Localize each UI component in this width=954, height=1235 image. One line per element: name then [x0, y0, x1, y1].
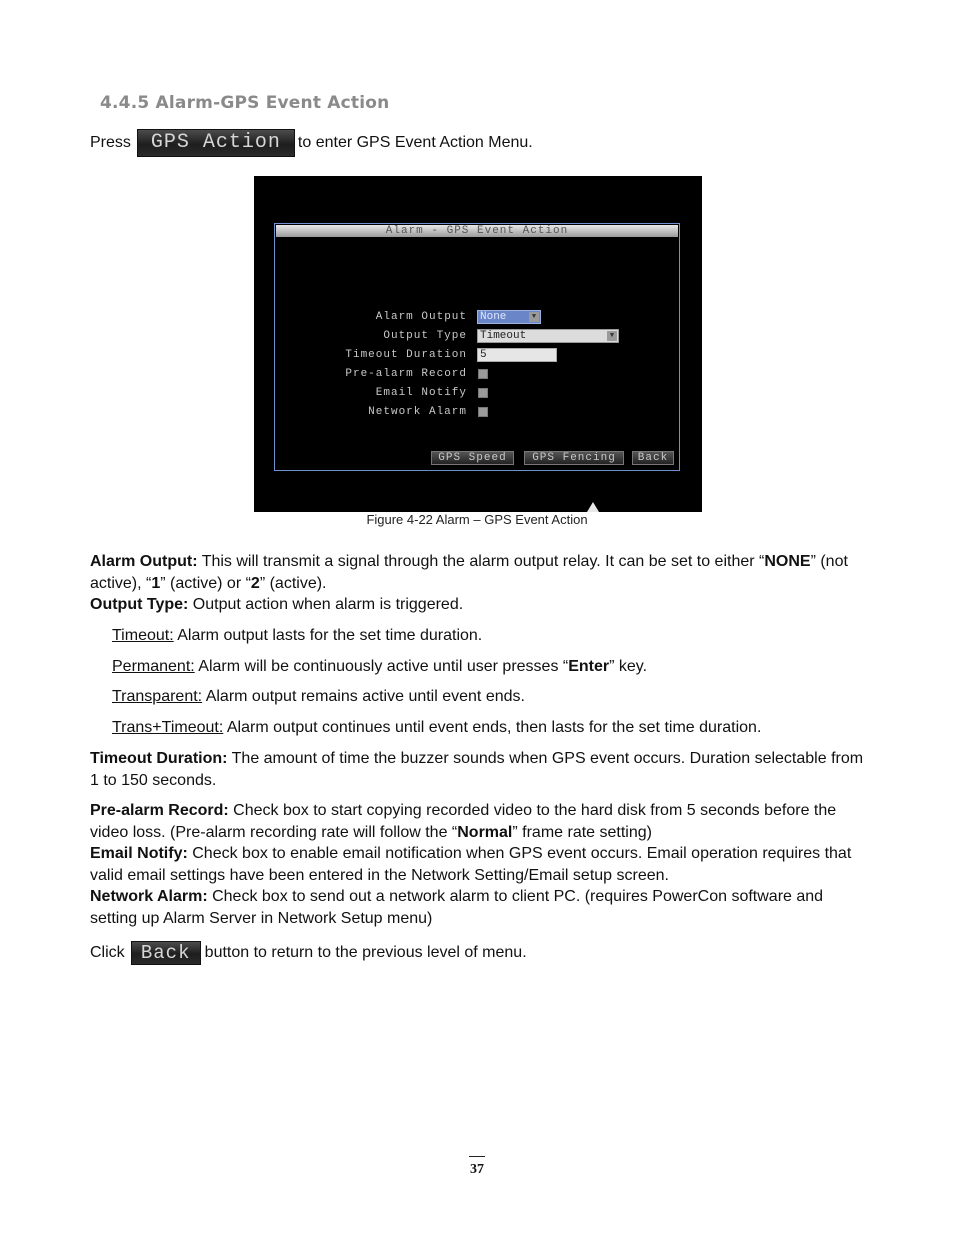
bold-value: Enter: [568, 658, 610, 675]
back-button[interactable]: Back: [632, 451, 674, 465]
term-trans-timeout: Trans+Timeout:: [112, 719, 224, 736]
para-timeout-duration: [90, 748, 870, 791]
outro-after-text: button to return to the previous level of menu.: [204, 944, 527, 961]
text: Alarm output remains active until event ends.: [202, 688, 525, 705]
text: Alarm output continues until event ends, then lasts for the set time duration.: [223, 719, 762, 736]
dvr-row-alarm-output: [275, 309, 681, 325]
text: Output action when alarm is triggered.: [188, 596, 464, 613]
term-timeout: Timeout:: [112, 627, 174, 644]
term-alarm-output: Alarm Output:: [90, 553, 198, 570]
dvr-row-prealarm-record: [275, 366, 681, 382]
text: ” frame rate setting): [512, 823, 652, 841]
alarm-output-value: None: [480, 311, 507, 323]
dvr-label-network-alarm: Network Alarm: [368, 406, 467, 418]
bold-value: 2: [250, 574, 260, 592]
gps-speed-button[interactable]: GPS Speed: [431, 451, 514, 465]
dvr-label-email-notify: Email Notify: [375, 387, 467, 399]
dvr-label-timeout-duration: Timeout Duration: [345, 349, 467, 361]
text: ” (active).: [259, 574, 327, 592]
term-timeout-duration: Timeout Duration:: [90, 750, 228, 767]
term-permanent: Permanent:: [112, 658, 195, 675]
para-timeout: [112, 625, 872, 647]
gps-action-button-image: GPS Action: [137, 129, 295, 157]
chevron-down-icon: ▼: [607, 331, 617, 341]
section-heading: [100, 93, 389, 113]
para-permanent: [112, 656, 872, 678]
section-title: Alarm-GPS Event Action: [155, 93, 390, 113]
term-network-alarm: Network Alarm:: [90, 888, 208, 905]
email-notify-checkbox[interactable]: [478, 388, 488, 398]
text: Alarm will be continuously active until user presses “: [194, 658, 569, 675]
intro-press-text: Press: [90, 134, 131, 151]
para-transparent: [112, 686, 872, 708]
page-number-rule: [469, 1156, 485, 1157]
para-prealarm-record: [90, 800, 870, 843]
intro-after-text: to enter GPS Event Action Menu.: [297, 134, 533, 151]
text: The amount of time the buzzer sounds when GPS event occurs. Duration selectable from 1 to 150 seconds.: [90, 750, 864, 789]
dvr-menu-window: [274, 223, 680, 471]
text: Alarm output lasts for the set time duration.: [173, 627, 483, 644]
back-button-image: Back: [131, 941, 201, 965]
dvr-window-title: Alarm - GPS Event Action: [276, 225, 678, 237]
intro-line: [90, 124, 533, 162]
term-transparent: Transparent:: [112, 688, 203, 705]
alarm-output-select[interactable]: [477, 310, 541, 324]
dvr-label-output-type: Output Type: [383, 330, 467, 342]
text: ” key.: [609, 658, 648, 675]
text: Check box to enable email notification when GPS event occurs. Email operation requires that valid email settings have been entered in the Network Setting/Email setup screen.: [90, 845, 852, 884]
bold-value: 1: [151, 574, 161, 592]
para-network-alarm: [90, 886, 870, 929]
section-number: 4.4.5: [100, 93, 150, 113]
text: This will transmit a signal through the alarm output relay. It can be set to either “: [197, 553, 765, 570]
dvr-row-email-notify: [275, 385, 681, 401]
prealarm-record-checkbox[interactable]: [478, 369, 488, 379]
term-email-notify: Email Notify:: [90, 845, 188, 862]
bold-value: NONE: [764, 553, 811, 570]
text: ” (active) or “: [160, 574, 251, 592]
gps-fencing-button[interactable]: GPS Fencing: [524, 451, 624, 465]
network-alarm-checkbox[interactable]: [478, 407, 488, 417]
timeout-duration-input[interactable]: 5: [477, 348, 557, 362]
outro-line: [90, 936, 527, 970]
output-type-value: Timeout: [480, 330, 527, 342]
dvr-row-output-type: [275, 328, 681, 344]
bold-value: Normal: [457, 823, 513, 841]
term-output-type: Output Type:: [90, 596, 189, 613]
dvr-label-prealarm-record: Pre-alarm Record: [345, 368, 467, 380]
text: ” (not active), “: [90, 553, 848, 592]
text: Check box to start copying recorded video to the hard disk from 5 seconds before the video loss. (Pre-alarm recording rate will follow the “: [90, 802, 837, 841]
dvr-label-alarm-output: Alarm Output: [375, 311, 467, 323]
outro-click-text: Click: [90, 944, 125, 961]
chevron-down-icon: ▼: [529, 312, 539, 322]
page-number: 37: [470, 1162, 484, 1177]
dvr-row-timeout-duration: [275, 347, 681, 363]
para-output-type: [90, 594, 870, 616]
text: Check box to send out a network alarm to client PC. (requires PowerCon software and setting up Alarm Server in Network Setup menu): [90, 888, 824, 927]
mouse-cursor-icon: [587, 502, 599, 512]
para-email-notify: [90, 843, 870, 886]
para-trans-timeout: [112, 717, 872, 739]
dvr-screenshot: [254, 176, 702, 512]
para-alarm-output: [90, 551, 870, 594]
output-type-select[interactable]: [477, 329, 619, 343]
term-prealarm-record: Pre-alarm Record:: [90, 802, 229, 819]
figure-caption: Figure 4-22 Alarm – GPS Event Action: [366, 512, 588, 527]
dvr-row-network-alarm: [275, 404, 681, 420]
